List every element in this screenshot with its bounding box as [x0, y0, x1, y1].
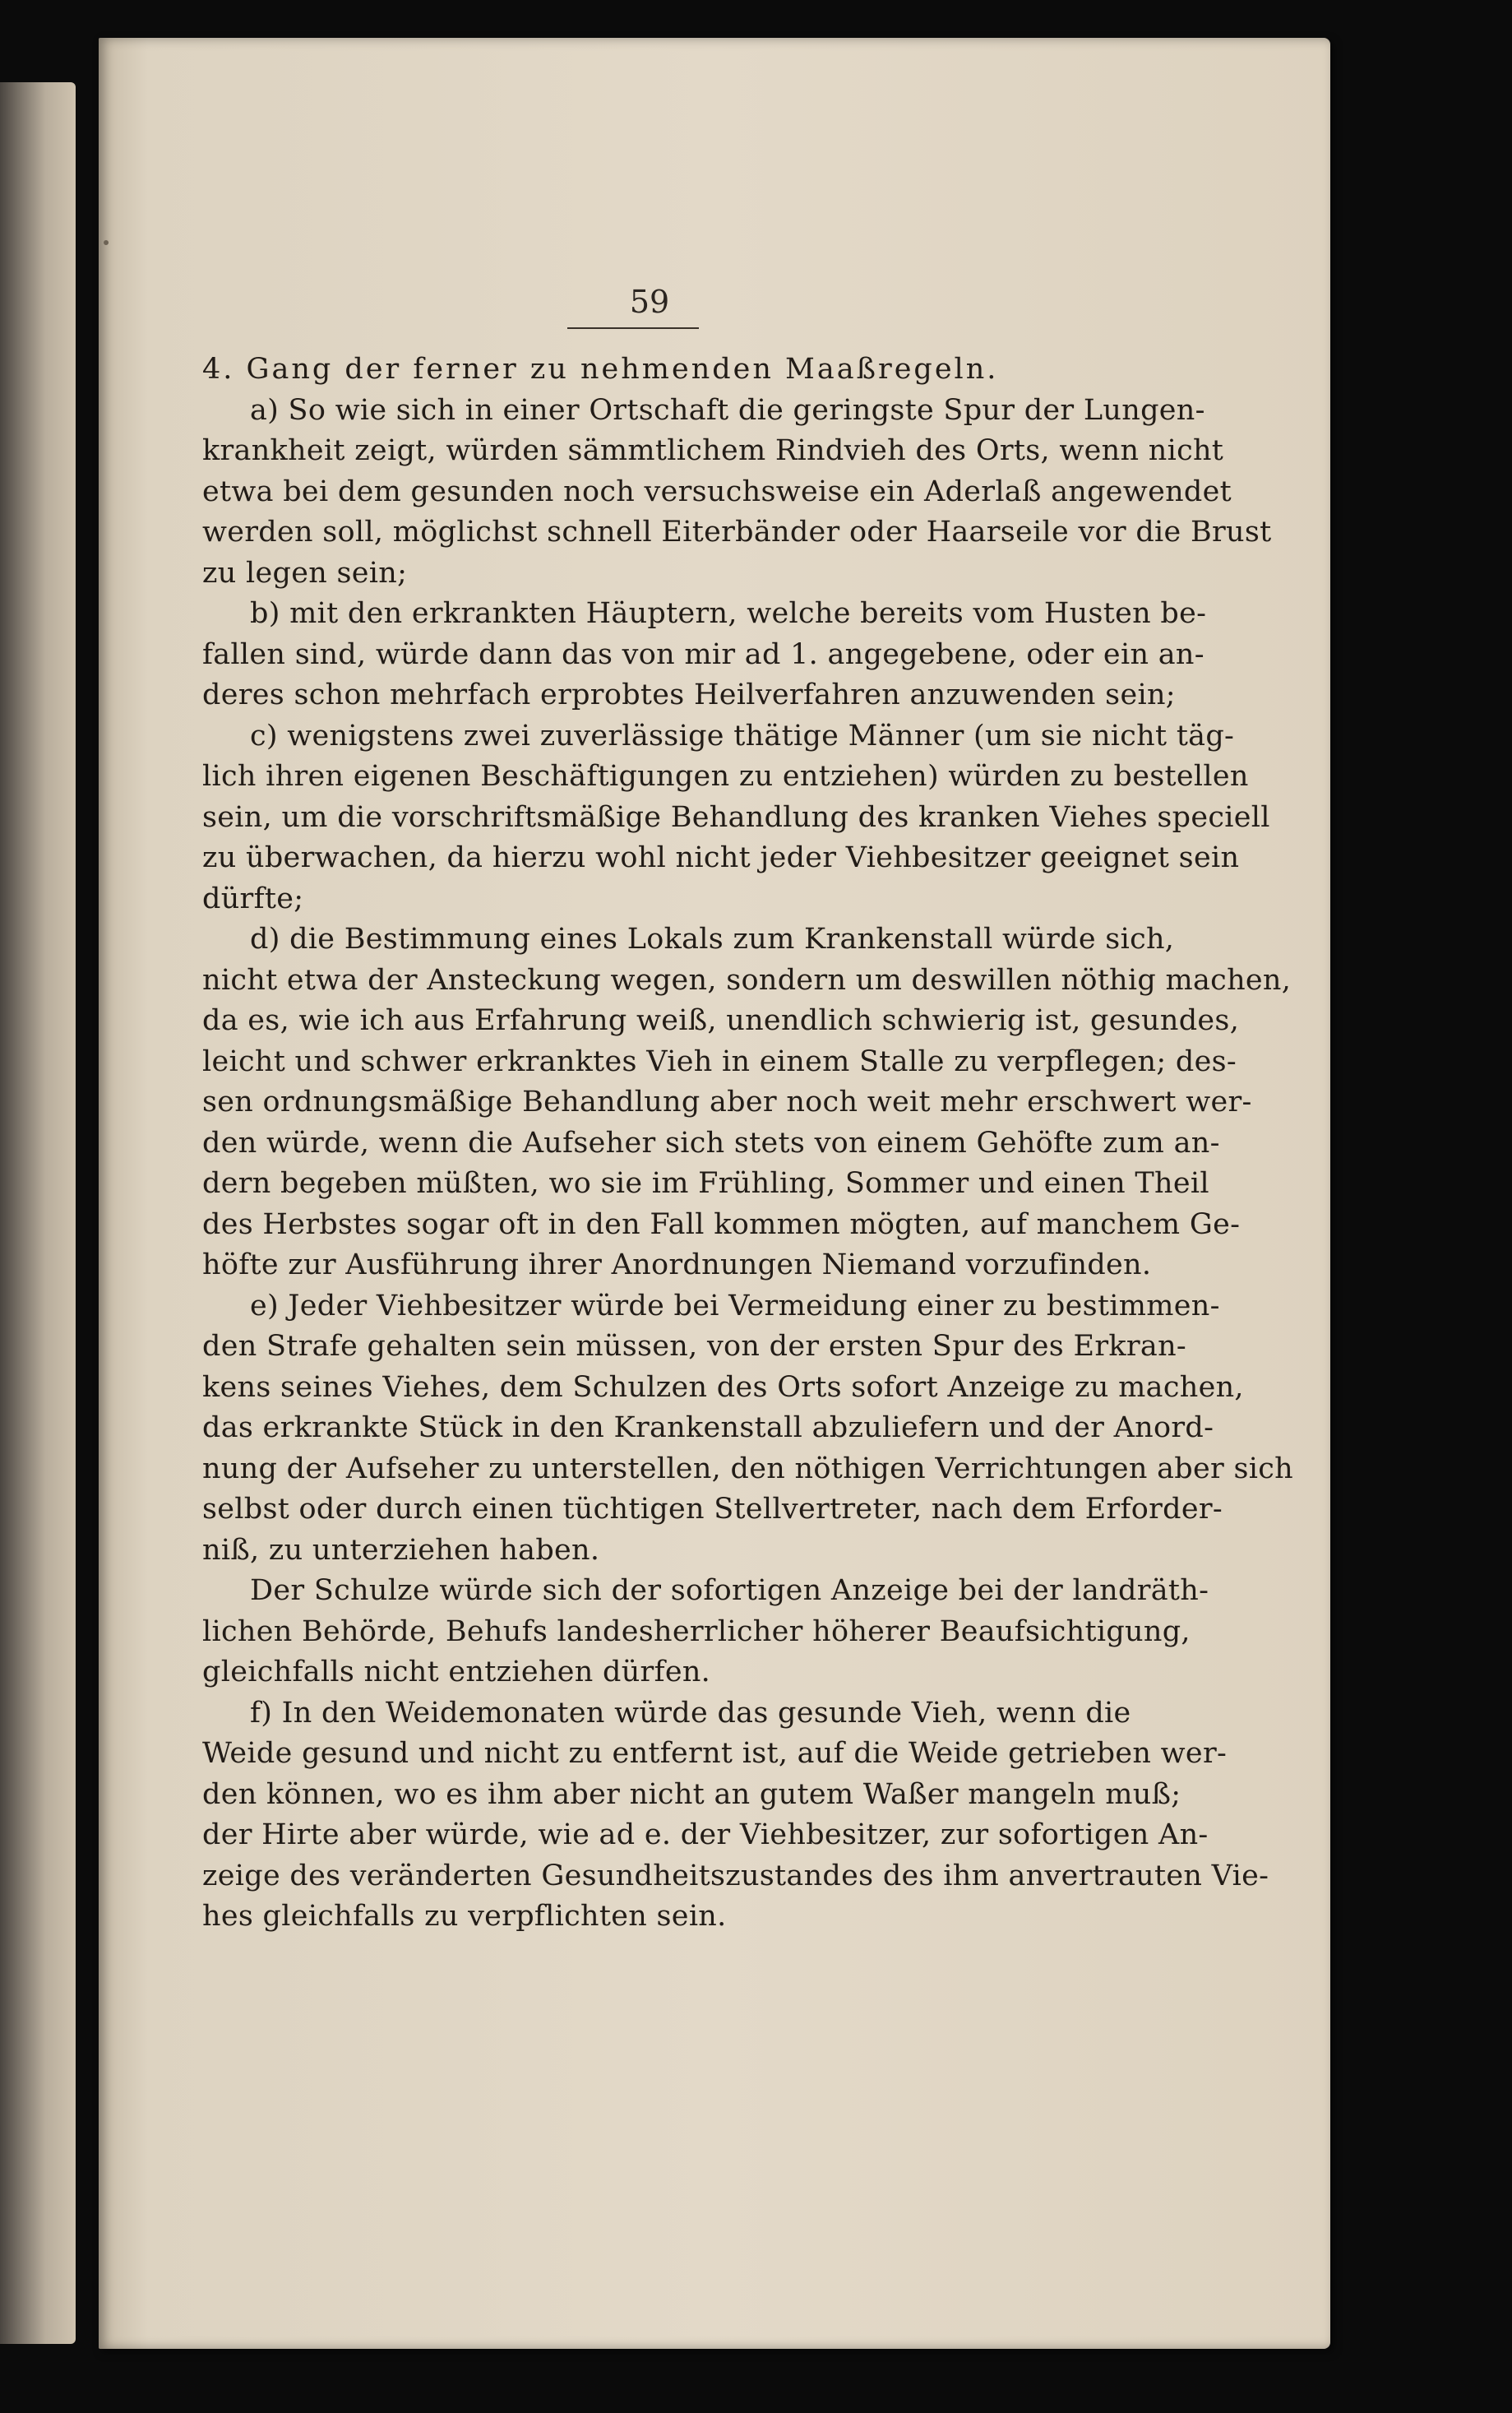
text-line: lichen Behörde, Behufs landesherrlicher höherer Beaufsichtigung, [202, 1614, 1191, 1648]
text-line: zeige des veränderten Gesundheitszustandes des ihm anvertrauten Vie- [202, 1859, 1269, 1892]
page-number-rule [567, 327, 699, 329]
text-line: deres schon mehrfach erprobtes Heilverfahren anzuwenden sein; [202, 679, 1176, 711]
text-line: c) wenigstens zwei zuverlässige thätige Männer (um sie nicht täg- [250, 719, 1235, 753]
text-line: den Strafe gehalten sein müssen, von der ersten Spur des Erkran- [202, 1330, 1187, 1363]
text-line: a) So wie sich in einer Ortschaft die geringste Spur der Lungen- [250, 393, 1205, 427]
text-line: dürfte; [202, 882, 304, 915]
section-heading: 4. Gang der ferner zu nehmenden Maaßregeln. [202, 353, 999, 386]
text-line: das erkrankte Stück in den Krankenstall abzuliefern und der Anord- [202, 1411, 1214, 1444]
body-text [202, 350, 1293, 1938]
text-line: selbst oder durch einen tüchtigen Stellvertreter, nach dem Erforder- [202, 1493, 1223, 1526]
text-line: e) Jeder Viehbesitzer würde bei Vermeidung einer zu bestimmen- [250, 1289, 1220, 1322]
text-line: b) mit den erkrankten Häuptern, welche bereits vom Husten be- [250, 597, 1207, 630]
text-line: d) die Bestimmung eines Lokals zum Krankenstall würde sich, [250, 923, 1175, 956]
page-number: 59 [629, 284, 670, 320]
text-line: nicht etwa der Ansteckung wegen, sondern um deswillen nöthig machen, [202, 963, 1292, 997]
text-line: f) In den Weidemonaten würde das gesunde Vieh, wenn die [250, 1696, 1131, 1730]
text-line: höfte zur Ausführung ihrer Anordnungen Niemand vorzufinden. [202, 1248, 1152, 1281]
text-line: kens seines Viehes, dem Schulzen des Orts sofort Anzeige zu machen, [202, 1370, 1244, 1404]
paper-speck [104, 240, 109, 245]
text-line: zu legen sein; [202, 556, 408, 590]
text-line: etwa bei dem gesunden noch versuchsweise ein Aderlaß angewendet [202, 475, 1232, 508]
text-line: zu überwachen, da hierzu wohl nicht jeder Viehbesitzer geeignet sein [202, 841, 1240, 874]
text-line: hes gleichfalls zu verpflichten sein. [202, 1900, 727, 1933]
text-line: niß, zu unterziehen haben. [202, 1533, 600, 1567]
text-line: der Hirte aber würde, wie ad e. der Viehbesitzer, zur sofortigen An- [202, 1818, 1209, 1851]
left-page-edge [0, 82, 76, 2344]
text-line: dern begeben müßten, wo sie im Frühling, Sommer und einen Theil [202, 1167, 1209, 1200]
text-line: krankheit zeigt, würden sämmtlichem Rindvieh des Orts, wenn nicht [202, 434, 1224, 467]
text-line: da es, wie ich aus Erfahrung weiß, unendlich schwierig ist, gesundes, [202, 1004, 1240, 1037]
text-line: den können, wo es ihm aber nicht an gutem Waßer mangeln muß; [202, 1777, 1181, 1811]
text-line: sen ordnungsmäßige Behandlung aber noch weit mehr erschwert wer- [202, 1086, 1252, 1119]
text-line: Der Schulze würde sich der sofortigen Anzeige bei der landräth- [250, 1574, 1209, 1607]
text-line: leicht und schwer erkranktes Vieh in einem Stalle zu verpflegen; des- [202, 1044, 1237, 1078]
text-line: Weide gesund und nicht zu entfernt ist, auf die Weide getrieben wer- [202, 1737, 1228, 1770]
text-line: sein, um die vorschriftsmäßige Behandlung des kranken Viehes speciell [202, 800, 1270, 834]
text-line: gleichfalls nicht entziehen dürfen. [202, 1656, 711, 1688]
text-line: lich ihren eigenen Beschäftigungen zu entziehen) würden zu bestellen [202, 760, 1249, 793]
text-line: werden soll, möglichst schnell Eiterbänder oder Haarseile vor die Brust [202, 516, 1272, 549]
text-line: fallen sind, würde dann das von mir ad 1. angegebene, oder ein an- [202, 637, 1205, 671]
text-line: des Herbstes sogar oft in den Fall kommen mögten, auf manchem Ge- [202, 1207, 1241, 1241]
text-line: nung der Aufseher zu unterstellen, den nöthigen Verrichtungen aber sich [202, 1452, 1293, 1485]
text-line: den würde, wenn die Aufseher sich stets von einem Gehöfte zum an- [202, 1126, 1220, 1160]
